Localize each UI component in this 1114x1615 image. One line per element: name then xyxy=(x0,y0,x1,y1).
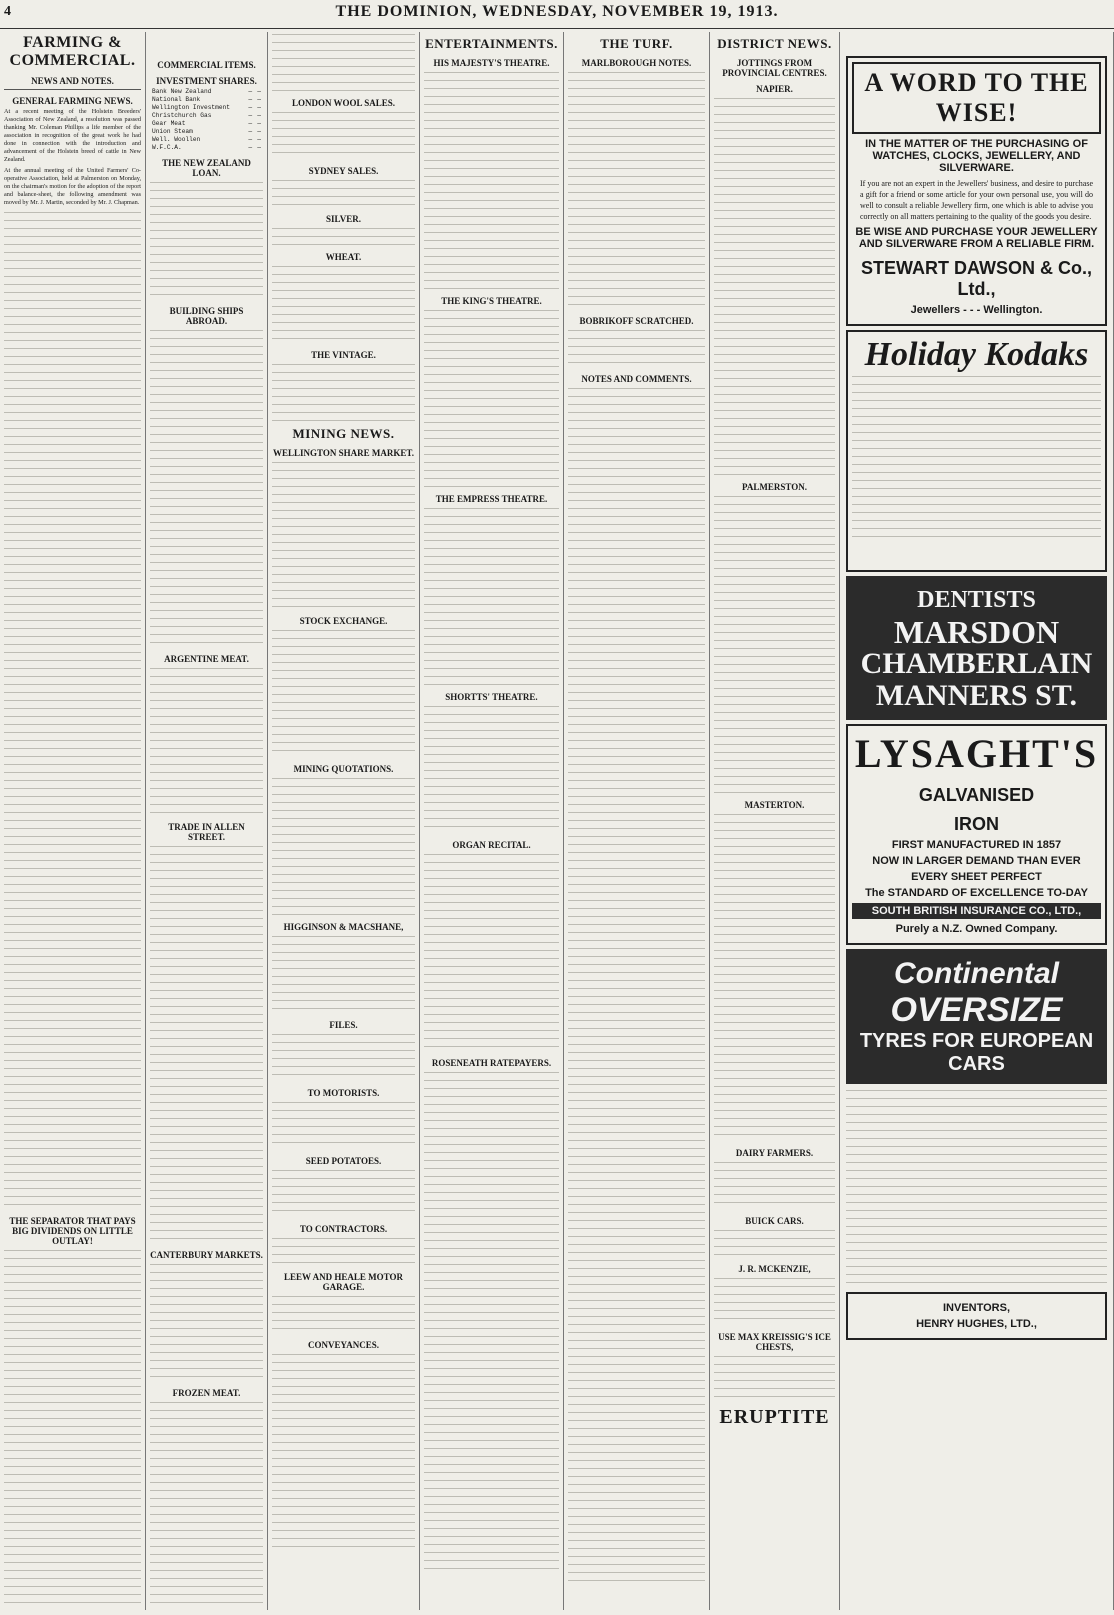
column-turf xyxy=(564,32,710,1610)
ad-dentists xyxy=(846,576,1107,720)
text-block xyxy=(424,704,559,834)
text-block xyxy=(424,852,559,1052)
text-block xyxy=(272,1352,415,1552)
subhead-shortts: SHORTTS' THEATRE. xyxy=(445,692,538,702)
inventors-title: INVENTORS, xyxy=(942,1302,1011,1314)
table-cell: — xyxy=(257,104,261,111)
ad-body: If you are not an expert in the Jewellers' business, and desire to purchase a gift for a friend or some article for your own personal use, you will do well to consult a reliable Jewellery firm, one which is able to advise you correctly on all matters pertaining to the quality of the goods you desire. xyxy=(860,179,1093,221)
text-block xyxy=(714,494,835,794)
divider xyxy=(4,89,141,90)
text-block xyxy=(272,1168,415,1218)
table-cell: Gear Meat xyxy=(152,120,186,127)
text-block xyxy=(272,264,415,344)
ad-kodak xyxy=(846,330,1107,572)
ad-conveyances: CONVEYANCES. xyxy=(308,1340,379,1350)
table-cell: — xyxy=(257,136,261,143)
table-cell: — xyxy=(248,136,253,143)
dentists-line: DENTISTS xyxy=(917,587,1036,613)
text-block xyxy=(846,1088,1107,1288)
dentists-line: MANNERS ST. xyxy=(875,679,1078,712)
subhead-sydney-sales: SYDNEY SALES. xyxy=(308,166,379,176)
table-cell: National Bank xyxy=(152,96,201,103)
subhead-vintage: THE VINTAGE. xyxy=(311,350,376,360)
ad-stewart-sub: Jewellers - - - Wellington. xyxy=(910,304,1043,316)
table-cell: — xyxy=(257,144,261,151)
text-block xyxy=(272,1032,415,1082)
text-block xyxy=(714,1160,835,1210)
sbi-name: SOUTH BRITISH INSURANCE CO., LTD., xyxy=(852,903,1101,919)
ad-to-motorists: TO MOTORISTS. xyxy=(307,1088,380,1098)
heading-entertainments: ENTERTAINMENTS. xyxy=(425,36,558,51)
heading-separator: THE SEPARATOR THAT PAYS BIG DIVIDENDS ON LITTLE OUTLAY! xyxy=(9,1216,136,1246)
lysaght-title: LYSAGHT'S xyxy=(854,731,1099,776)
text-block xyxy=(272,776,415,916)
ad-seed-potatoes: SEED POTATOES. xyxy=(305,1156,382,1166)
subhead-argentine-meat: ARGENTINE MEAT. xyxy=(164,654,249,664)
subhead-silver: SILVER. xyxy=(326,214,361,224)
subhead-wheat: WHEAT. xyxy=(325,252,362,262)
lysaght-line: FIRST MANUFACTURED IN 1857 xyxy=(891,839,1062,851)
heading-commercial-items: COMMERCIAL ITEMS. xyxy=(157,60,256,70)
table-cell: — xyxy=(248,96,253,103)
table-cell: — xyxy=(257,128,261,135)
table-cell: Wellington Investment xyxy=(152,104,230,111)
subhead-frozen-meat: FROZEN MEAT. xyxy=(172,1388,241,1398)
subhead-london-wool: LONDON WOOL SALES. xyxy=(291,98,396,108)
text-block xyxy=(852,374,1101,544)
text-block xyxy=(150,180,263,300)
newspaper-title: THE DOMINION, WEDNESDAY, NOVEMBER 19, 1913. xyxy=(335,3,779,20)
lysaght-line: The STANDARD OF EXCELLENCE TO-DAY xyxy=(865,887,1088,899)
table-cell: Bank New Zealand xyxy=(152,88,212,95)
ad-subheadline: IN THE MATTER OF THE PURCHASING OF WATCHES, CLOCKS, JEWELLERY, AND SILVERWARE. xyxy=(865,138,1088,174)
subhead-napier: NAPIER. xyxy=(756,84,793,94)
heading-mining-news: MINING NEWS. xyxy=(292,426,395,441)
text-block xyxy=(4,1248,141,1610)
table-row xyxy=(150,112,263,120)
text-block xyxy=(714,812,835,1142)
text-block xyxy=(424,308,559,488)
table-row xyxy=(150,136,263,144)
table-cell: Christchurch Gas xyxy=(152,112,212,119)
subhead-investment-shares: INVESTMENT SHARES. xyxy=(156,76,257,86)
ad-higginson: HIGGINSON & MACSHANE, xyxy=(283,922,404,932)
subhead-palmerston: PALMERSTON. xyxy=(742,482,807,492)
column-district xyxy=(710,32,840,1610)
lysaght-line: EVERY SHEET PERFECT xyxy=(911,871,1042,883)
text-block xyxy=(150,844,263,1244)
continental-brand: Continental xyxy=(894,957,1059,990)
subhead-canterbury: CANTERBURY MARKETS. xyxy=(150,1250,263,1260)
ad-word-to-wise xyxy=(846,56,1107,326)
text-block xyxy=(272,226,415,246)
subhead-empress: THE EMPRESS THEATRE. xyxy=(435,494,548,504)
subhead-stock-exchange: STOCK EXCHANGE. xyxy=(299,616,388,626)
table-cell: — xyxy=(248,120,253,127)
ad-inventors xyxy=(846,1292,1107,1340)
table-cell: — xyxy=(248,128,253,135)
ad-eruptite: ERUPTITE xyxy=(719,1406,830,1428)
ad-kodak-title: Holiday Kodaks xyxy=(864,336,1089,373)
ad-buick-cars: BUICK CARS. xyxy=(745,1216,804,1226)
table-row xyxy=(150,144,263,152)
column-commercial xyxy=(146,32,268,1610)
table-cell: W.F.C.A. xyxy=(152,144,182,151)
page-number: 4 xyxy=(4,4,11,19)
table-row xyxy=(150,96,263,104)
table-cell: Union Steam xyxy=(152,128,193,135)
ad-stewart-dawson: STEWART DAWSON & Co., Ltd., xyxy=(861,258,1092,299)
text-block xyxy=(272,32,415,92)
subhead-roseneath: ROSENEATH RATEPAYERS. xyxy=(431,1058,552,1068)
lysaght-line: GALVANISED xyxy=(918,785,1035,805)
text-block xyxy=(424,506,559,686)
subhead-marlborough: MARLBOROUGH NOTES. xyxy=(581,58,692,68)
text-block xyxy=(272,628,415,758)
text-block xyxy=(272,178,415,208)
heading-district-news: DISTRICT NEWS. xyxy=(717,36,832,51)
continental-tyres: TYRES FOR EUROPEAN CARS xyxy=(859,1030,1094,1075)
text-block xyxy=(272,934,415,1014)
table-cell: — xyxy=(257,120,261,127)
text-block xyxy=(272,1236,415,1266)
ad-continental xyxy=(846,949,1107,1084)
ad-mckenzie: J. R. MCKENZIE, xyxy=(738,1264,811,1274)
henry-hughes: HENRY HUGHES, LTD., xyxy=(916,1318,1037,1330)
subhead-wellington-share: WELLINGTON SHARE MARKET. xyxy=(273,448,414,458)
text-block xyxy=(568,70,705,310)
subhead-nz-loan: THE NEW ZEALAND LOAN. xyxy=(162,158,251,178)
subhead-building-ships: BUILDING SHIPS ABROAD. xyxy=(169,306,244,326)
table-row xyxy=(150,120,263,128)
ad-dairy-farmers: DAIRY FARMERS. xyxy=(735,1148,814,1158)
table-cell: — xyxy=(248,104,253,111)
column-markets xyxy=(268,32,420,1610)
subhead-organ-recital: ORGAN RECITAL. xyxy=(452,840,531,850)
table-row xyxy=(150,128,263,136)
subhead-news-notes: NEWS AND NOTES. xyxy=(31,76,114,86)
subhead-bobrikoff: BOBRIKOFF SCRATCHED. xyxy=(579,316,694,326)
ad-ice-chests: USE MAX KREISSIG'S ICE CHESTS, xyxy=(718,1332,831,1352)
article-paragraph: At a recent meeting of the Holstein Breeders' Association of New Zealand, a resolution was passed thanking Mr. Coleman Phillips a life member of the association in recognition of the great work he had done in connection with the introduction and advancement of the Holstein breed of cattle in New Zealand. xyxy=(4,108,141,163)
subhead-allen-street: TRADE IN ALLEN STREET. xyxy=(168,822,245,842)
column-entertainments xyxy=(420,32,564,1610)
table-cell: — xyxy=(248,112,253,119)
text-block xyxy=(150,328,263,648)
table-cell: — xyxy=(257,112,261,119)
text-block xyxy=(150,666,263,816)
text-block xyxy=(272,362,415,422)
subhead-jottings: JOTTINGS FROM PROVINCIAL CENTRES. xyxy=(722,58,827,78)
heading-general-farming: GENERAL FARMING NEWS. xyxy=(12,96,133,106)
ad-files: FILES. xyxy=(329,1020,358,1030)
table-cell: — xyxy=(257,96,261,103)
ad-be-wise: BE WISE AND PURCHASE YOUR JEWELLERY AND SILVERWARE FROM A RELIABLE FIRM. xyxy=(855,226,1098,250)
subhead-notes-comments: NOTES AND COMMENTS. xyxy=(581,374,692,384)
table-cell: — xyxy=(248,88,253,95)
section-title-farming: FARMING & COMMERCIAL. xyxy=(9,34,136,69)
sbi-sub: Purely a N.Z. Owned Company. xyxy=(895,923,1058,935)
table-cell: — xyxy=(257,88,261,95)
text-block xyxy=(272,460,415,610)
table-row xyxy=(150,88,263,96)
ad-lysaght xyxy=(846,724,1107,945)
dentists-line: CHAMBERLAIN xyxy=(860,647,1093,680)
shares-table xyxy=(150,88,263,152)
text-block xyxy=(714,1354,835,1404)
subhead-kings-theatre: THE KING'S THEATRE. xyxy=(441,296,542,306)
column-farming xyxy=(0,32,146,1610)
text-block xyxy=(424,1070,559,1570)
text-block xyxy=(714,96,835,476)
text-block xyxy=(424,70,559,290)
text-block xyxy=(4,210,141,1210)
text-block xyxy=(714,1276,835,1326)
lysaght-line: IRON xyxy=(954,814,999,834)
column-advertisements xyxy=(840,32,1114,1610)
text-block xyxy=(568,328,705,368)
subhead-his-majestys: HIS MAJESTY'S THEATRE. xyxy=(433,58,550,68)
text-block xyxy=(272,110,415,160)
table-row xyxy=(150,104,263,112)
text-block xyxy=(272,1100,415,1150)
text-block xyxy=(272,1294,415,1334)
text-block xyxy=(150,1400,263,1610)
subhead-masterton: MASTERTON. xyxy=(744,800,805,810)
table-cell: — xyxy=(248,144,253,151)
masthead xyxy=(0,0,1114,29)
lysaght-line: NOW IN LARGER DEMAND THAN EVER xyxy=(872,855,1081,867)
ad-leew-heale: LEEW AND HEALE MOTOR GARAGE. xyxy=(284,1272,403,1292)
text-block xyxy=(568,386,705,1586)
dentists-line: MARSDON xyxy=(893,614,1060,650)
continental-oversize: OVERSIZE xyxy=(890,991,1063,1029)
subhead-mining-quotations: MINING QUOTATIONS. xyxy=(293,764,394,774)
text-block xyxy=(150,1262,263,1382)
ad-headline: A WORD TO THE WISE! xyxy=(852,62,1101,134)
heading-the-turf: THE TURF. xyxy=(600,36,673,51)
text-block xyxy=(714,1228,835,1258)
article-paragraph: At the annual meeting of the United Farmers' Co-operative Association, held at Palmerston on Monday, on the chairman's motion for the adoption of the report and balance-sheet, the following amendment was moved by Mr. J. Martin, seconded by Mr. J. Chapman. xyxy=(4,167,141,206)
table-cell: Well. Woollen xyxy=(152,136,201,143)
ad-to-contractors: TO CONTRACTORS. xyxy=(299,1224,388,1234)
